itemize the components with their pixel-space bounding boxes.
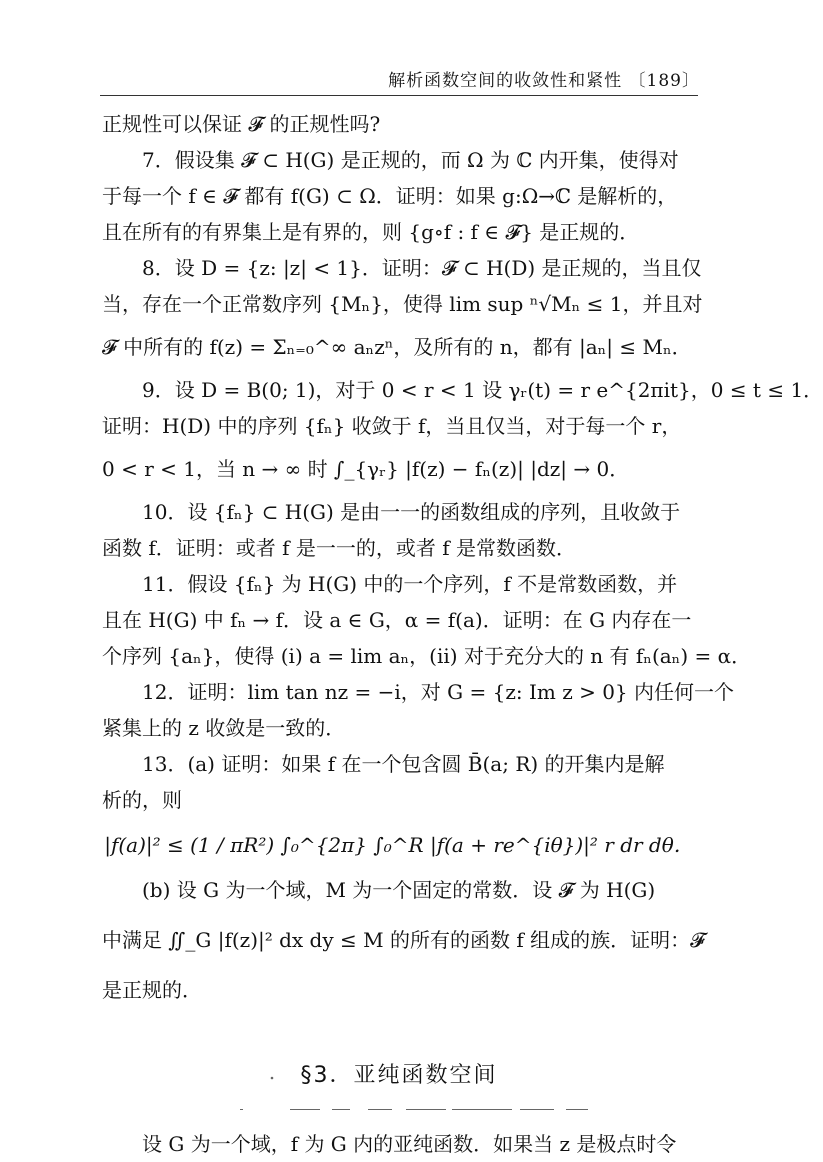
page-body bbox=[102, 106, 823, 1162]
exercise-13b-line-1: (b) 设 G 为一个域，M 为一个固定的常数．设 𝓕 为 H(G) bbox=[142, 878, 656, 902]
text-line: 析的，则 bbox=[102, 788, 182, 812]
text-line: 个序列 {aₙ}，使得 (i) a = lim aₙ，(ii) 对于充分大的 n 有 fₙ(aₙ) = α． bbox=[102, 644, 752, 668]
text-line: 证明：H(D) 中的序列 {fₙ} 收敛于 f，当且仅当，对于每一个 r， bbox=[102, 414, 682, 438]
section-heading: §3．亚纯函数空间 bbox=[300, 1063, 498, 1088]
page-number: 〔189〕 bbox=[628, 71, 700, 91]
text-line: 中满足 ∬_G |f(z)|² dx dy ≤ M 的所有的函数 f 组成的族．证明：𝓕 bbox=[102, 928, 705, 952]
exercise-8-line-1: 8．设 D = {z: |z| < 1}．证明：𝓕 ⊂ H(D) 是正规的，当且仅 bbox=[142, 256, 702, 280]
scan-specks bbox=[0, 1060, 800, 1120]
exercise-11-line-1: 11．假设 {fₙ} 为 H(G) 中的一个序列，f 不是常数函数，并 bbox=[142, 572, 678, 596]
text-line: 是正规的． bbox=[102, 978, 202, 1002]
running-header bbox=[388, 66, 700, 91]
header-rule bbox=[100, 95, 698, 96]
text-line: 0 < r < 1，当 n → ∞ 时 ∫_{γᵣ} |f(z) − fₙ(z)| |dz| → 0． bbox=[102, 457, 630, 481]
exercise-9-line-1: 9．设 D = B(0; 1)，对于 0 < r < 1 设 γᵣ(t) = r e^{2πit}，0 ≤ t ≤ 1． bbox=[142, 378, 823, 402]
text-line: 正规性可以保证 𝓕 的正规性吗? bbox=[102, 112, 381, 136]
exercise-7-line-1: 7．假设集 𝓕 ⊂ H(G) 是正规的，而 Ω 为 ℂ 内开集，使得对 bbox=[142, 148, 679, 172]
text-line: 当，存在一个正常数序列 {Mₙ}，使得 lim sup ⁿ√Mₙ ≤ 1，并且对 bbox=[102, 292, 703, 316]
section-intro-line: 设 G 为一个域，f 为 G 内的亚纯函数．如果当 z 是极点时令 bbox=[142, 1132, 677, 1156]
exercise-10-line-1: 10．设 {fₙ} ⊂ H(G) 是由一一的函数组成的序列，且收敛于 bbox=[142, 500, 681, 524]
display-formula: |f(a)|² ≤ (1 / πR²) ∫₀^{2π} ∫₀^R |f(a + re^{iθ})|² r dr dθ． bbox=[104, 833, 694, 857]
section-spacer bbox=[102, 1008, 696, 1048]
running-title: 解析函数空间的收敛性和紧性 bbox=[388, 71, 623, 91]
text-line: 且在所有的有界集上是有界的，则 {g∘f : f ∈ 𝓕} 是正规的． bbox=[102, 220, 640, 244]
text-line: 于每一个 f ∈ 𝓕 都有 f(G) ⊂ Ω．证明：如果 g:Ω→ℂ 是解析的， bbox=[102, 184, 678, 208]
exercise-13-line-1: 13．(a) 证明：如果 f 在一个包含圆 B̄(a; R) 的开集内是解 bbox=[142, 752, 665, 776]
exercise-12-line-1: 12．证明：lim tan nz = −i，对 G = {z: Im z > 0} 内任何一个 bbox=[142, 680, 735, 704]
text-line: 𝓕 中所有的 f(z) = Σₙ₌₀^∞ aₙzⁿ，及所有的 n，都有 |aₙ| ≤ Mₙ． bbox=[102, 335, 692, 359]
text-line: 函数 f．证明：或者 f 是一一的，或者 f 是常数函数． bbox=[102, 536, 576, 560]
text-line: 且在 H(G) 中 fₙ → f．设 a ∈ G，α = f(a)．证明：在 G 内存在一 bbox=[102, 608, 692, 632]
text-line: 紧集上的 z 收敛是一致的． bbox=[102, 716, 346, 740]
